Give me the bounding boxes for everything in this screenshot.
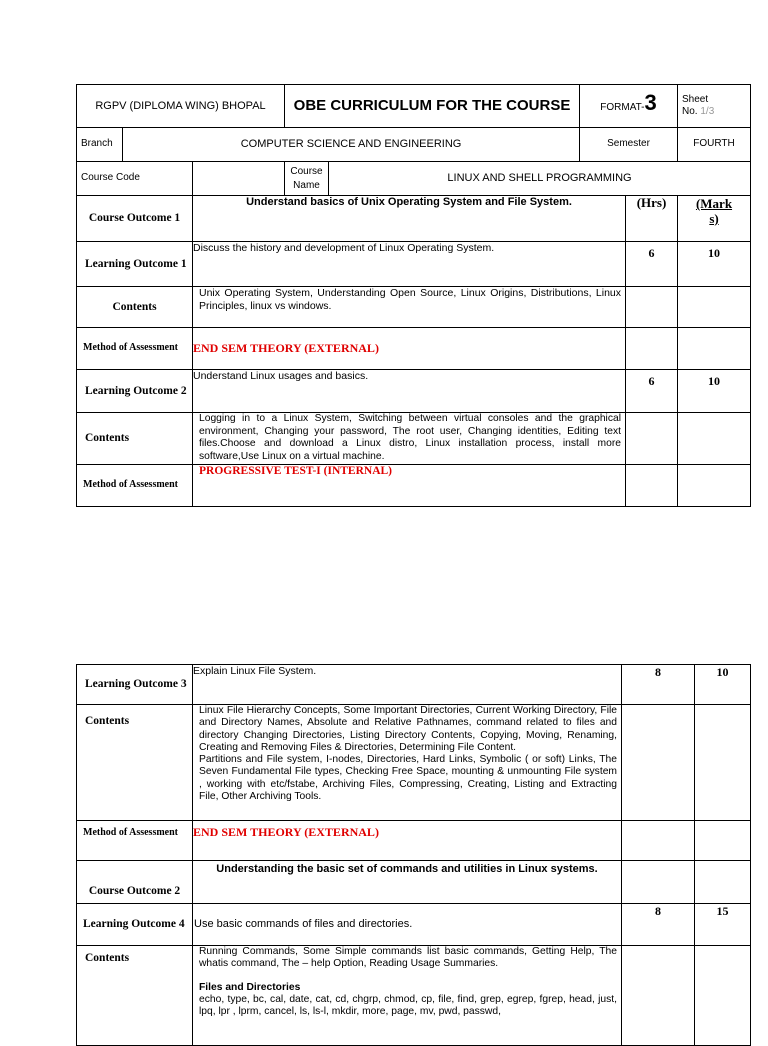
marks-header-cell — [678, 196, 751, 242]
moa1-marks-cell — [678, 328, 751, 370]
semester-label: Semester — [607, 138, 650, 150]
lo3-label-cell — [77, 665, 193, 705]
hrs-header: (Hrs) — [636, 195, 667, 210]
moa3-label-cell — [77, 821, 193, 861]
curriculum-table-1 — [76, 84, 751, 507]
lo1-hrs-cell — [626, 242, 678, 287]
lo2-marks-cell — [678, 370, 751, 413]
contents3-label-cell — [77, 705, 193, 821]
contents2-hrs-cell — [626, 413, 678, 465]
contents4-hrs-cell — [622, 946, 695, 1046]
moa2-label-cell — [77, 465, 193, 507]
contents3-text-cell — [193, 705, 622, 821]
institute-cell — [77, 85, 285, 128]
contents4-text-cell — [193, 946, 622, 1046]
contents1-marks-cell — [678, 287, 751, 328]
contents4-marks-cell — [695, 946, 751, 1046]
moa1-text-cell — [193, 328, 626, 370]
doc-title: OBE CURRICULUM FOR THE COURSE — [293, 96, 571, 114]
lo3-text-cell — [193, 665, 622, 705]
contents-4-text-b: echo, type, bc, cal, date, cat, cd, chgrp, chmod, cp, file, find, grep, egrep, fgrep, head, just, lpq, lpr , lprm, cancel, ls, ls-l, mkdir, more, page, mv, pwd, passwd, — [199, 993, 617, 1018]
learning-outcome-2-hrs: 6 — [648, 374, 655, 388]
contents-3-text-b: Partitions and File system, I-nodes, Directories, Hard Links, Symbolic ( or soft) Links, The Seven Fundamental File types, Checking Free Space, mounting & unmounting File system , working with etc/fstabe, Archiving Files, Compressing, Creating, Listing and Extracting File, Other Archiving Tools. — [199, 754, 617, 803]
format-number: 3 — [644, 90, 657, 116]
moa1-label-cell — [77, 328, 193, 370]
learning-outcome-3-label: Learning Outcome 3 — [85, 678, 187, 691]
lo2-label-cell — [77, 370, 193, 413]
learning-outcome-4-label: Learning Outcome 4 — [83, 918, 185, 931]
course-outcome-2-text: Understanding the basic set of commands and utilities in Linux systems. — [216, 863, 598, 875]
contents1-text-cell — [193, 287, 626, 328]
learning-outcome-4-text: Use basic commands of files and directories. — [194, 918, 413, 931]
institute-name: RGPV (DIPLOMA WING) BHOPAL — [95, 99, 266, 112]
lo1-marks-cell — [678, 242, 751, 287]
branch-value: COMPUTER SCIENCE AND ENGINEERING — [240, 138, 462, 151]
course-code-label: Course Code — [81, 172, 140, 184]
contents1-label-cell — [77, 287, 193, 328]
semester-value-cell — [678, 128, 751, 162]
method-of-assessment-3-label: Method of Assessment — [83, 827, 178, 838]
lo4-marks-cell — [695, 904, 751, 946]
moa2-marks-cell — [678, 465, 751, 507]
moa3-hrs-cell — [622, 821, 695, 861]
learning-outcome-2-label: Learning Outcome 2 — [85, 384, 187, 397]
course-outcome-2-label: Course Outcome 2 — [88, 884, 181, 897]
course-name-value-cell — [329, 162, 751, 196]
contents-4-text-a: Running Commands, Some Simple commands list basic commands, Getting Help, The whatis command, The – help Option, Reading Usage Summaries. — [199, 946, 617, 970]
learning-outcome-2-marks: 10 — [708, 374, 721, 388]
co1-label-cell — [77, 196, 193, 242]
lo3-marks-cell — [695, 665, 751, 705]
hrs-header-cell — [626, 196, 678, 242]
lo2-text-cell — [193, 370, 626, 413]
semester-label-cell — [580, 128, 678, 162]
contents4-label-cell — [77, 946, 193, 1046]
learning-outcome-1-label: Learning Outcome 1 — [85, 257, 187, 270]
learning-outcome-3-text: Explain Linux File System. — [193, 665, 317, 677]
learning-outcome-1-text: Discuss the history and development of Linux Operating System. — [193, 242, 495, 254]
co2-marks-cell — [695, 861, 751, 904]
lo2-hrs-cell — [626, 370, 678, 413]
method-of-assessment-2-label: Method of Assessment — [83, 479, 178, 491]
method-of-assessment-2-text: PROGRESSIVE TEST-I (INTERNAL) — [199, 465, 393, 477]
co2-hrs-cell — [622, 861, 695, 904]
branch-label: Branch — [81, 138, 113, 150]
doc-title-cell — [285, 85, 580, 128]
moa3-text-cell — [193, 821, 622, 861]
lo1-text-cell — [193, 242, 626, 287]
lo1-label-cell — [77, 242, 193, 287]
method-of-assessment-1-text: END SEM THEORY (EXTERNAL) — [193, 341, 379, 356]
course-name-value: LINUX AND SHELL PROGRAMMING — [447, 172, 632, 185]
course-code-value-cell — [193, 162, 285, 196]
course-name-label: Course Name — [290, 165, 323, 191]
co2-label-cell — [77, 861, 193, 904]
moa3-marks-cell — [695, 821, 751, 861]
sheet-number: 1/3 — [700, 106, 715, 117]
learning-outcome-2-text: Understand Linux usages and basics. — [193, 370, 369, 382]
lo4-label-cell — [77, 904, 193, 946]
lo4-hrs-cell — [622, 904, 695, 946]
learning-outcome-1-hrs: 6 — [648, 246, 655, 260]
contents-3-label: Contents — [85, 715, 130, 727]
co1-text-cell — [193, 196, 626, 242]
curriculum-table-2 — [76, 664, 751, 1046]
course-outcome-1-text: Understand basics of Unix Operating System and File System. — [246, 196, 572, 208]
contents2-label-cell — [77, 413, 193, 465]
format-cell — [580, 85, 678, 128]
branch-value-cell — [123, 128, 580, 162]
learning-outcome-3-marks: 10 — [716, 665, 729, 679]
method-of-assessment-1-label: Method of Assessment — [83, 342, 178, 354]
contents2-marks-cell — [678, 413, 751, 465]
marks-header: (Marks) — [695, 196, 733, 226]
contents-2-text: Logging in to a Linux System, Switching between virtual consoles and the graphical environment, Changing your password, The root user, Changing identities, Editing text files.Choose and download a Linux distro, Linux installation process, install more software,Use Linux on a virtual machine. — [199, 413, 622, 462]
moa2-hrs-cell — [626, 465, 678, 507]
contents-1-text: Unix Operating System, Understanding Open Source, Linux Origins, Distributions, Linux Principles, linux vs windows. — [199, 287, 622, 312]
contents-3-text-a: Linux File Hierarchy Concepts, Some Important Directories, Current Working Directory, File and Directory Names, Absolute and Relative Pathnames, command related to files and directory Changing Directories, Listing Directory Contents, Copying, Moving, Renaming, Creating and Removing Files & Directories, Determining File Content. — [199, 705, 617, 753]
semester-value: FOURTH — [693, 138, 735, 150]
lo3-hrs-cell — [622, 665, 695, 705]
contents-4-label: Contents — [85, 952, 130, 964]
course-name-label-cell — [285, 162, 329, 196]
contents3-hrs-cell — [622, 705, 695, 821]
course-code-label-cell — [77, 162, 193, 196]
course-outcome-1-label: Course Outcome 1 — [88, 212, 181, 225]
method-of-assessment-3-text: END SEM THEORY (EXTERNAL) — [193, 825, 379, 839]
sheet-no-label: No. — [682, 106, 698, 117]
sheet-label: Sheet — [682, 93, 709, 105]
sheet-cell — [678, 85, 751, 128]
learning-outcome-4-hrs: 8 — [655, 904, 661, 918]
learning-outcome-4-marks: 15 — [716, 904, 729, 918]
co2-text-cell — [193, 861, 622, 904]
moa2-text-cell — [193, 465, 626, 507]
format-label: FORMAT- — [600, 102, 645, 114]
branch-label-cell — [77, 128, 123, 162]
contents-4-heading: Files and Directories — [199, 981, 301, 993]
learning-outcome-1-marks: 10 — [708, 246, 721, 260]
contents3-marks-cell — [695, 705, 751, 821]
contents-2-label: Contents — [85, 432, 130, 445]
moa1-hrs-cell — [626, 328, 678, 370]
contents-1-label: Contents — [112, 300, 157, 313]
contents1-hrs-cell — [626, 287, 678, 328]
lo4-text-cell — [193, 904, 622, 946]
learning-outcome-3-hrs: 8 — [655, 665, 661, 679]
contents2-text-cell — [193, 413, 626, 465]
